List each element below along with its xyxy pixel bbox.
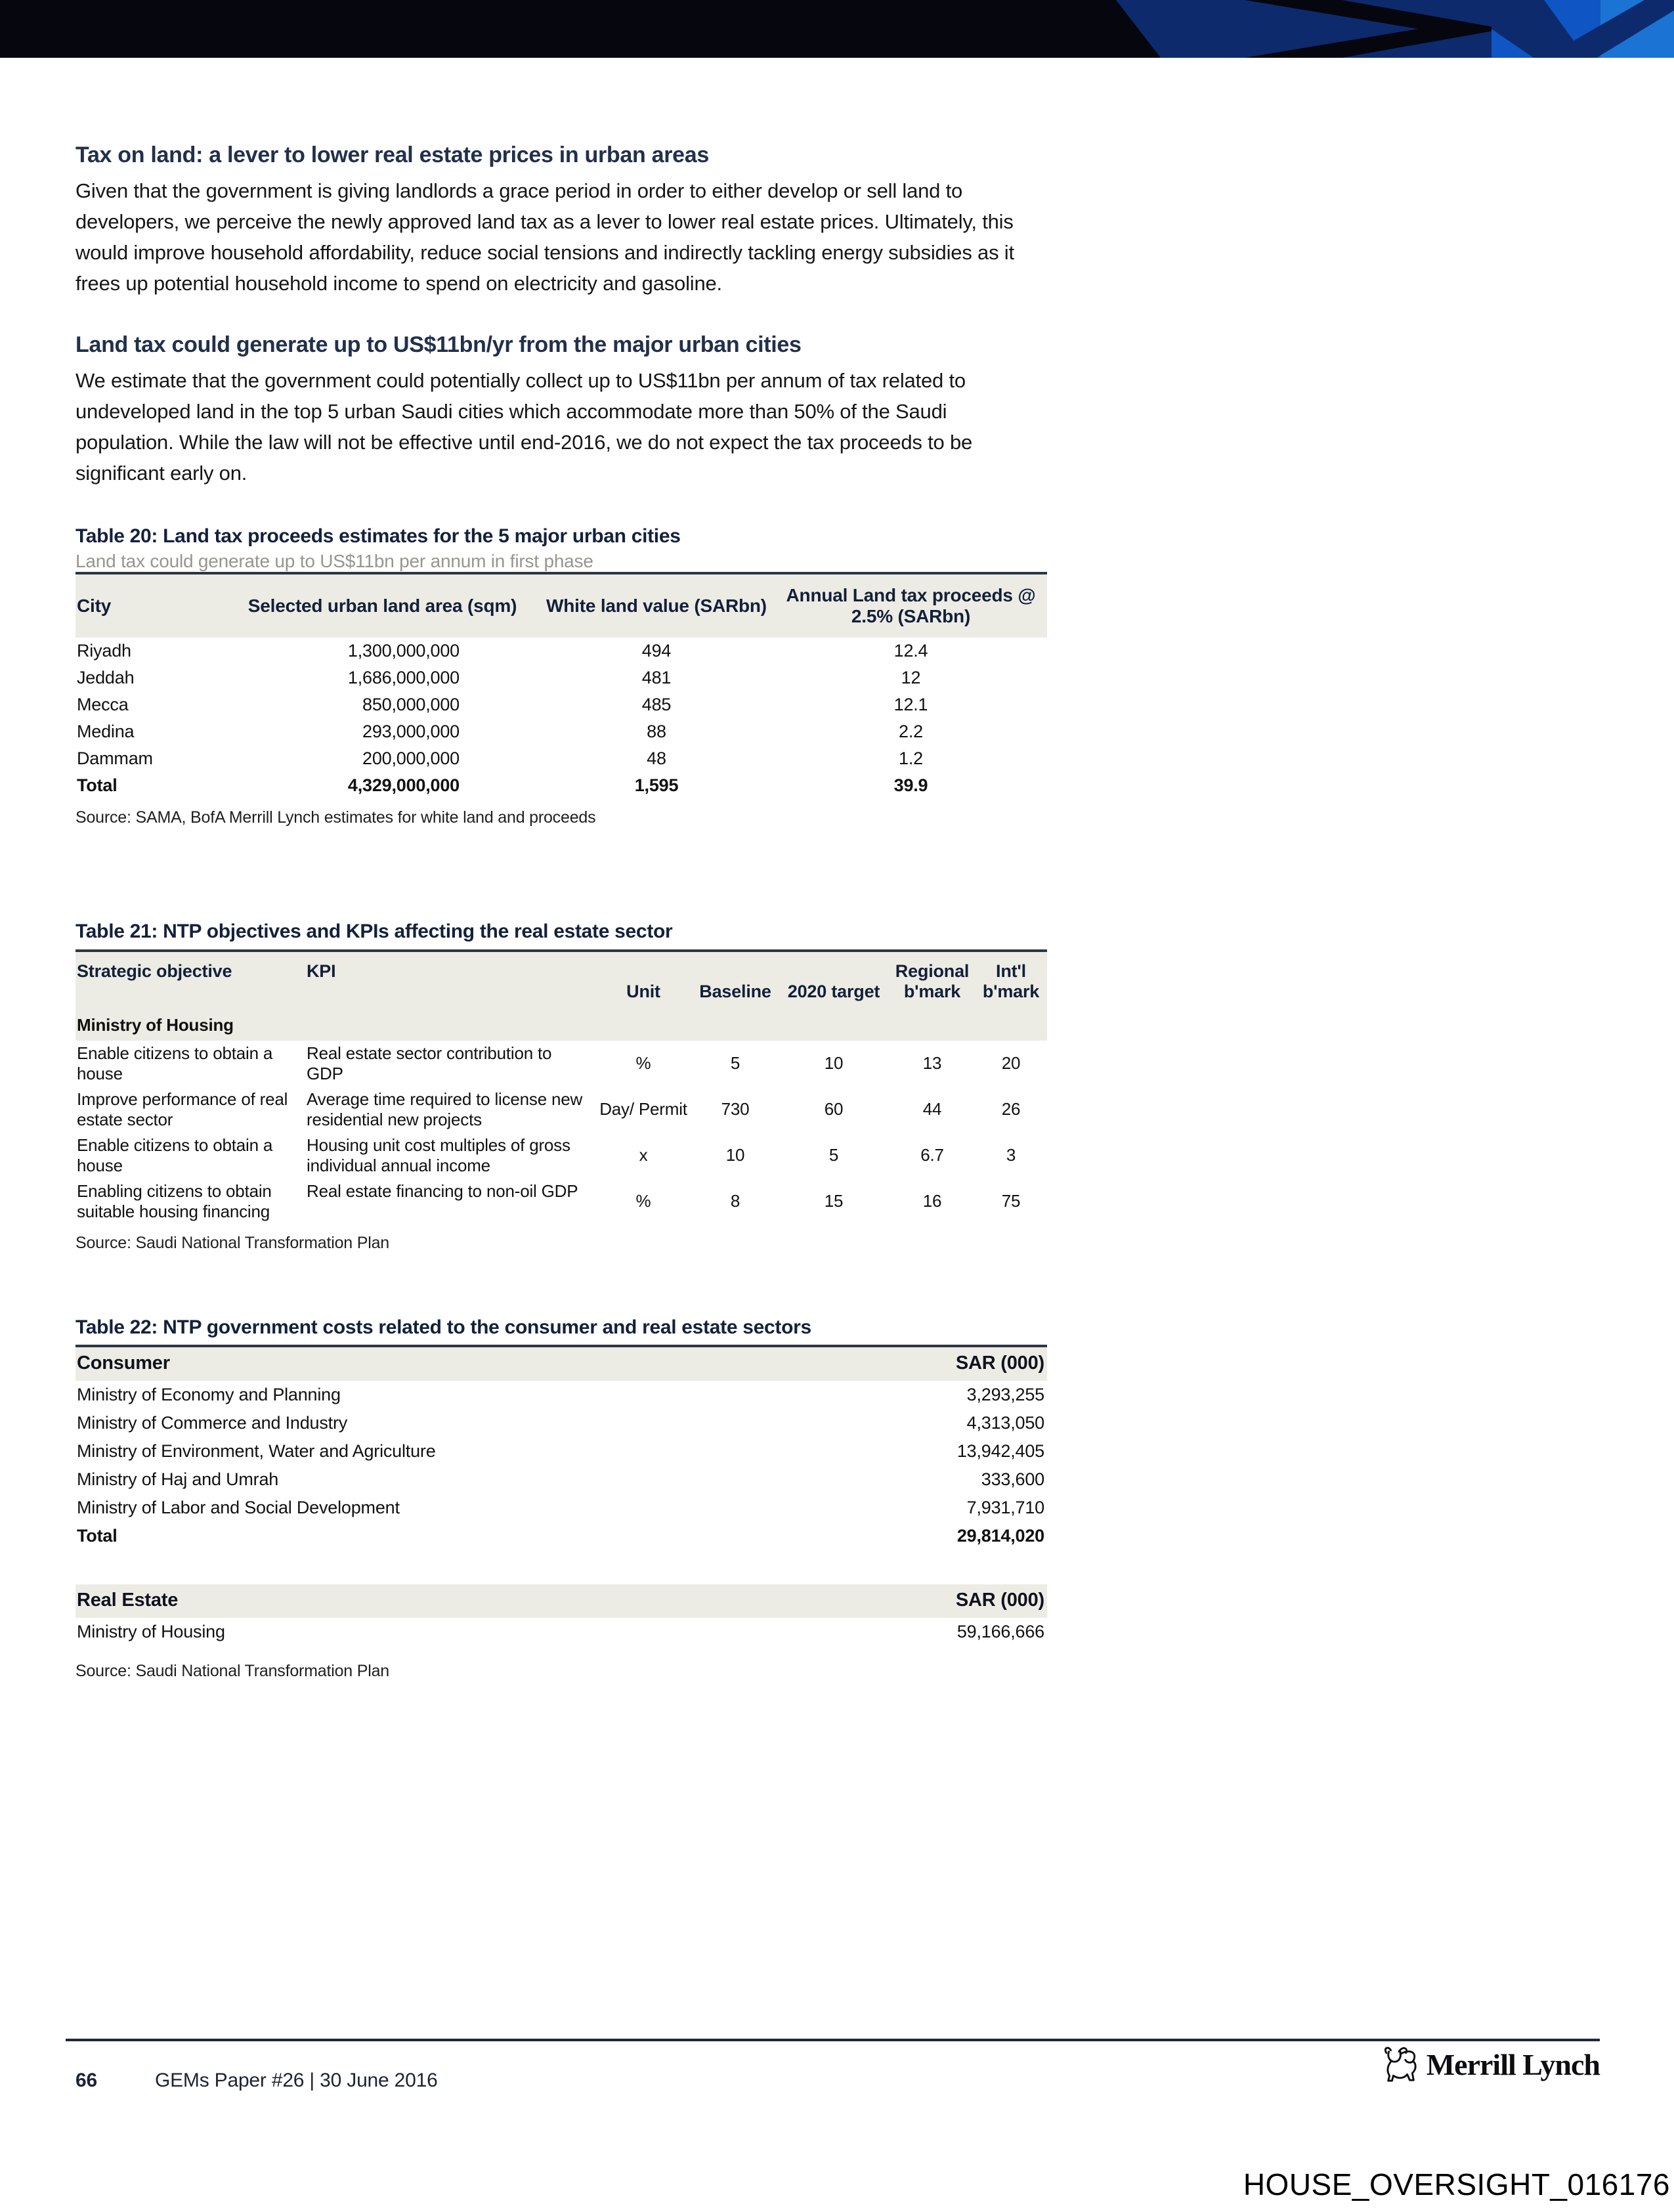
table20-source: Source: SAMA, BofA Merrill Lynch estimates for white land and proceeds bbox=[75, 808, 596, 827]
table-cell: 12.1 bbox=[893, 695, 928, 715]
table-cell: 13 bbox=[922, 1053, 942, 1073]
table-cell: 16 bbox=[922, 1191, 942, 1211]
table-22-real-estate bbox=[75, 1584, 1047, 1646]
table-cell: Ministry of Commerce and Industry bbox=[77, 1413, 348, 1433]
table-cell: 5 bbox=[730, 1053, 740, 1073]
table-cell: Real estate financing to non-oil GDP bbox=[307, 1181, 578, 1201]
table-row bbox=[75, 691, 1047, 718]
section-paragraph-land-tax-generate: We estimate that the government could potentially collect up to US$11bn per annum of tax related to undeveloped land in the top 5 urban Saudi cities which accommodate more than 50% of the Saudi population. While the law will not be effective until end-2016, we do not expect the tax proceeds to be significant early on. bbox=[75, 368, 973, 485]
merrill-lynch-logo bbox=[1381, 2046, 1600, 2083]
table-cell: Riyadh bbox=[77, 641, 131, 661]
table-cell: % bbox=[635, 1191, 651, 1211]
column-header: Annual Land tax proceeds @ 2.5% (SARbn) bbox=[775, 573, 1047, 638]
table-cell: Ministry of Labor and Social Development bbox=[77, 1498, 400, 1518]
table-cell: 4,329,000,000 bbox=[347, 775, 460, 796]
table-cell: Total bbox=[77, 1526, 118, 1546]
brand-wordmark: Merrill Lynch bbox=[1426, 2047, 1600, 2081]
table-cell: 1,300,000,000 bbox=[347, 641, 460, 661]
table21-source: Source: Saudi National Transformation Plan bbox=[75, 1233, 389, 1252]
table-cell: 12.4 bbox=[893, 641, 928, 661]
table-cell: Ministry of Haj and Umrah bbox=[77, 1469, 279, 1490]
column-header: 2020 target bbox=[778, 951, 890, 1012]
table-row bbox=[75, 1437, 1047, 1465]
table-cell: 8 bbox=[730, 1191, 740, 1211]
table-cell: 59,166,666 bbox=[956, 1622, 1044, 1642]
table-cell: 293,000,000 bbox=[362, 722, 460, 742]
table20-subtitle: Land tax could generate up to US$11bn per annum in first phase bbox=[75, 551, 593, 572]
table-cell: 29,814,020 bbox=[956, 1526, 1044, 1546]
table-row bbox=[75, 638, 1047, 664]
table-cell: % bbox=[635, 1053, 651, 1073]
table-row bbox=[75, 1179, 1047, 1225]
table-cell: 7,931,710 bbox=[966, 1498, 1044, 1518]
table-cell: 333,600 bbox=[981, 1469, 1044, 1490]
table-row bbox=[75, 1041, 1047, 1087]
table-header-row bbox=[75, 573, 1047, 638]
table-cell: 88 bbox=[647, 722, 666, 742]
table-cell: Average time required to license new residential new projects bbox=[307, 1089, 583, 1129]
column-header: White land value (SARbn) bbox=[538, 573, 775, 638]
page-body bbox=[75, 58, 1047, 1681]
table20-title: Table 20: Land tax proceeds estimates for the 5 major urban cities bbox=[75, 525, 681, 547]
banner-graphic-icon bbox=[0, 0, 1674, 58]
table-row bbox=[75, 1465, 1047, 1494]
table-cell: Dammam bbox=[77, 748, 153, 769]
table-cell: Enabling citizens to obtain suitable housing financing bbox=[77, 1181, 272, 1221]
table-row bbox=[75, 664, 1047, 691]
table-cell: Improve performance of real estate sector bbox=[77, 1089, 288, 1129]
table-cell: 15 bbox=[824, 1191, 844, 1211]
table-row bbox=[75, 1087, 1047, 1133]
table22-title: Table 22: NTP government costs related to the consumer and real estate sectors bbox=[75, 1316, 811, 1338]
table-row bbox=[75, 1409, 1047, 1437]
table-cell: 850,000,000 bbox=[362, 695, 460, 715]
column-header: Int'l b'mark bbox=[975, 951, 1047, 1012]
table-cell: Day/ Permit bbox=[599, 1099, 687, 1119]
table-cell: Medina bbox=[77, 722, 135, 742]
footer-rule bbox=[66, 2039, 1600, 2041]
table-cell: 12 bbox=[901, 668, 921, 688]
table-cell: 1,595 bbox=[634, 775, 679, 796]
table-row bbox=[75, 718, 1047, 745]
table-cell: 1,686,000,000 bbox=[347, 668, 460, 688]
table-cell: 44 bbox=[922, 1099, 942, 1119]
table-cell: Mecca bbox=[77, 695, 129, 715]
table-20 bbox=[75, 572, 1047, 799]
table22-source: Source: Saudi National Transformation Plan bbox=[75, 1662, 389, 1681]
table-cell: 494 bbox=[641, 641, 672, 661]
column-header: Real Estate bbox=[75, 1584, 798, 1618]
column-header: Baseline bbox=[693, 951, 778, 1012]
table-cell: 20 bbox=[1001, 1053, 1021, 1073]
table-cell: Enable citizens to obtain a house bbox=[77, 1043, 273, 1083]
table-header-row bbox=[75, 951, 1047, 1012]
section-heading-tax-on-land: Tax on land: a lever to lower real estate prices in urban areas bbox=[75, 142, 709, 167]
table-total-row bbox=[75, 772, 1047, 799]
column-header: Strategic objective bbox=[75, 951, 305, 1012]
table-cell: Ministry of Economy and Planning bbox=[77, 1385, 341, 1405]
table-row bbox=[75, 745, 1047, 772]
table-cell: 3 bbox=[1006, 1145, 1016, 1165]
table-row bbox=[75, 1618, 1047, 1646]
table-cell: 10 bbox=[824, 1053, 844, 1073]
doc-info: GEMs Paper #26 | 30 June 2016 bbox=[154, 2070, 438, 2091]
group-label: Ministry of Housing bbox=[75, 1012, 1047, 1041]
table-cell: 26 bbox=[1001, 1099, 1021, 1119]
column-header: City bbox=[75, 573, 226, 638]
table-cell: 75 bbox=[1001, 1191, 1021, 1211]
table-cell: 4,313,050 bbox=[966, 1413, 1044, 1433]
table-cell: 2.2 bbox=[899, 722, 923, 742]
column-header: Unit bbox=[594, 951, 693, 1012]
column-header: Regional b'mark bbox=[890, 951, 975, 1012]
column-header: KPI bbox=[305, 951, 594, 1012]
page-number: 66 bbox=[75, 2070, 97, 2091]
table22-realestate-header bbox=[75, 1584, 1047, 1618]
table-cell: 5 bbox=[828, 1145, 839, 1165]
table-22-consumer bbox=[75, 1345, 1047, 1550]
table-21 bbox=[75, 949, 1047, 1225]
table-row bbox=[75, 1133, 1047, 1179]
table-cell: Total bbox=[77, 775, 118, 796]
table-cell: Real estate sector contribution to GDP bbox=[307, 1043, 552, 1083]
table-row bbox=[75, 1381, 1047, 1409]
table-cell: Ministry of Housing bbox=[77, 1622, 225, 1642]
table-header-row bbox=[75, 1346, 1047, 1381]
table-cell: 13,942,405 bbox=[956, 1441, 1044, 1462]
column-header: SAR (000) bbox=[798, 1584, 1047, 1618]
top-banner bbox=[0, 0, 1674, 58]
table-cell: Housing unit cost multiples of gross individual annual income bbox=[307, 1135, 570, 1175]
section-paragraph-tax-on-land: Given that the government is giving landlords a grace period in order to either develop or sell land to developers, we perceive the newly approved land tax as a lever to lower real estate prices. Ultimately, this would improve household affordability, reduce social tensions and indirectly tackling energy subsidies as it frees up potential household income to spend on electricity and gasoline. bbox=[75, 179, 1014, 295]
table-cell: 6.7 bbox=[920, 1145, 944, 1165]
table-group-row bbox=[75, 1012, 1047, 1041]
table-cell: 60 bbox=[824, 1099, 844, 1119]
section-heading-land-tax-generate: Land tax could generate up to US$11bn/yr from the major urban cities bbox=[75, 332, 802, 357]
table-cell: 200,000,000 bbox=[362, 748, 460, 769]
table-header-row bbox=[75, 1584, 1047, 1618]
table-cell: 48 bbox=[647, 748, 666, 769]
table-cell: 481 bbox=[641, 668, 672, 688]
table-cell: 3,293,255 bbox=[966, 1385, 1044, 1405]
table-cell: 730 bbox=[721, 1099, 750, 1119]
table-cell: Enable citizens to obtain a house bbox=[77, 1135, 273, 1175]
table21-title: Table 21: NTP objectives and KPIs affecting the real estate sector bbox=[75, 921, 673, 943]
table22-consumer-header bbox=[75, 1346, 1047, 1381]
column-header: SAR (000) bbox=[798, 1346, 1047, 1381]
table21-header bbox=[75, 951, 1047, 1012]
table-cell: Jeddah bbox=[77, 668, 135, 688]
table-cell: 39.9 bbox=[893, 775, 928, 796]
column-header: Selected urban land area (sqm) bbox=[226, 573, 538, 638]
table-cell: 10 bbox=[725, 1145, 745, 1165]
table-row bbox=[75, 1494, 1047, 1522]
column-header: Consumer bbox=[75, 1346, 798, 1381]
table-cell: Ministry of Environment, Water and Agriculture bbox=[77, 1441, 436, 1462]
table-cell: x bbox=[639, 1145, 648, 1165]
table-cell: 1.2 bbox=[899, 748, 923, 769]
table20-header bbox=[75, 573, 1047, 638]
table-total-row bbox=[75, 1522, 1047, 1550]
bull-icon bbox=[1381, 2046, 1421, 2083]
table-cell: 485 bbox=[641, 695, 672, 715]
oversight-stamp: HOUSE_OVERSIGHT_016176 bbox=[1243, 2167, 1670, 2201]
footer bbox=[75, 2070, 438, 2092]
